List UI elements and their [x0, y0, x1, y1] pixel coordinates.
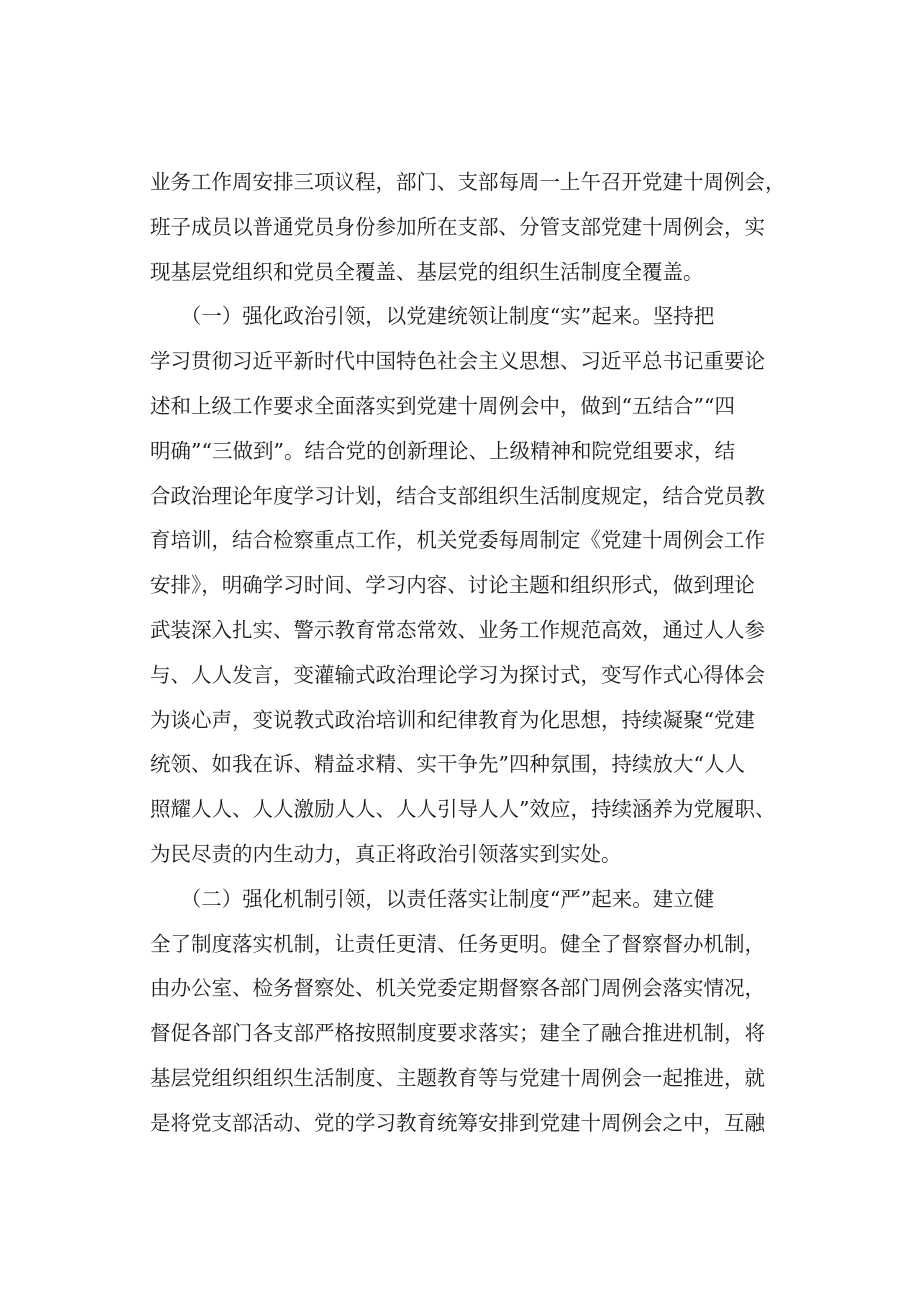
text-line: 与、人人发言，变灌输式政治理论学习为探讨式，变写作式心得体会 [150, 662, 765, 687]
text-line: 基层党组织组织生活制度、主题教育等与党建十周例会一起推进，就 [150, 1065, 765, 1090]
text-line: 业务工作周安排三项议程，部门、支部每周一上午召开党建十周例会， [150, 170, 786, 194]
text-line: 班子成员以普通党员身份参加所在支部、分管支部党建十周例会，实 [150, 214, 765, 239]
text-line: 武装深入扎实、警示教育常态常效、业务工作规范高效，通过人人参 [150, 617, 765, 642]
document-body [150, 160, 810, 1146]
text-line: 督促各部门各支部严格按照制度要求落实；建全了融合推进机制，将 [150, 1021, 765, 1046]
text-line: 是将党支部活动、党的学习教育统筹安排到党建十周例会之中，互融 [150, 1110, 765, 1135]
text-line: 育培训，结合检察重点工作，机关党委每周制定《党建十周例会工作 [150, 528, 765, 553]
text-line: 统领、如我在诉、精益求精、实干争先”四种氛围，持续放大“人人 [150, 752, 745, 777]
text-line: 学习贯彻习近平新时代中国特色社会主义思想、习近平总书记重要论 [150, 349, 765, 374]
text-line: 现基层党组织和党员全覆盖、基层党的组织生活制度全覆盖。 [150, 259, 704, 284]
text-line: 述和上级工作要求全面落实到党建十周例会中，做到“五结合”“四 [150, 393, 735, 418]
text-line: 安排》，明确学习时间、学习内容、讨论主题和组织形式，做到理论 [150, 573, 755, 598]
text-line: 照耀人人、人人激励人人、人人引导人人”效应，持续涵养为党履职、 [150, 797, 776, 822]
paragraph-heading-line: （一）强化政治引领，以党建统领让制度“实”起来。坚持把 [150, 304, 715, 329]
text-line: 由办公室、检务督察处、机关党委定期督察各部门周例会落实情况， [150, 976, 765, 1001]
text-line: 合政治理论年度学习计划，结合支部组织生活制度规定，结合党员教 [150, 483, 765, 508]
text-line: 全了制度落实机制，让责任更清、任务更明。健全了督察督办机制， [150, 931, 765, 956]
paragraph-heading-line: （二）强化机制引领，以责任落实让制度“严”起来。建立健 [150, 886, 715, 911]
text-line: 为民尽责的内生动力，真正将政治引领落实到实处。 [150, 841, 622, 866]
text-line: 明确”“三做到”。结合党的创新理论、上级精神和院党组要求，结 [150, 438, 735, 463]
text-line: 为谈心声，变说教式政治培训和纪律教育为化思想，持续凝聚“党建 [150, 707, 755, 732]
